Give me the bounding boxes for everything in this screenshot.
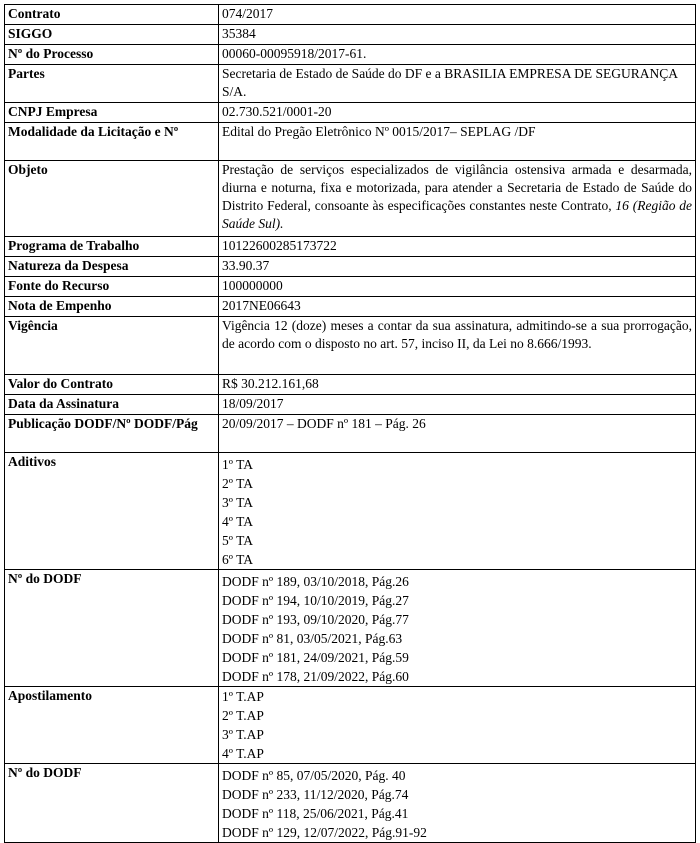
row-programa: [5, 237, 696, 257]
row-vigencia: [5, 317, 696, 375]
list-item: DODF nº 194, 10/10/2019, Pág.27: [222, 593, 409, 608]
value-publicacao: 20/09/2017 – DODF nº 181 – Pág. 26: [219, 415, 696, 453]
list-item: 1º T.AP: [222, 689, 264, 704]
list-item: 5º TA: [222, 533, 253, 548]
value-siggo: 35384: [219, 25, 696, 45]
value-programa: 10122600285173722: [219, 237, 696, 257]
value-aditivos: [219, 453, 696, 570]
list-item: DODF nº 81, 03/05/2021, Pág.63: [222, 631, 403, 646]
list-item: 6º TA: [222, 552, 253, 567]
row-valor: [5, 375, 696, 395]
value-dodf-apostilamento: [219, 764, 696, 843]
row-dodf-apostilamento: [5, 764, 696, 843]
label-objeto: Objeto: [5, 161, 219, 237]
list-item: DODF nº 85, 07/05/2020, Pág. 40: [222, 768, 406, 783]
label-aditivos: Aditivos: [5, 453, 219, 570]
row-aditivos: [5, 453, 696, 570]
value-processo: 00060-00095918/2017-61.: [219, 45, 696, 65]
label-apostilamento: Apostilamento: [5, 687, 219, 764]
label-vigencia: Vigência: [5, 317, 219, 375]
list-item: DODF nº 193, 09/10/2020, Pág.77: [222, 612, 409, 627]
value-modalidade: Edital do Pregão Eletrônico Nº 0015/2017– SEPLAG /DF: [219, 123, 696, 161]
row-objeto: [5, 161, 696, 237]
list-item: DODF nº 129, 12/07/2022, Pág.91-92: [222, 825, 427, 840]
list-item: DODF nº 233, 11/12/2020, Pág.74: [222, 787, 409, 802]
label-contrato: Contrato: [5, 5, 219, 25]
label-programa: Programa de Trabalho: [5, 237, 219, 257]
value-cnpj: 02.730.521/0001-20: [219, 103, 696, 123]
value-empenho: 2017NE06643: [219, 297, 696, 317]
row-modalidade: [5, 123, 696, 161]
objeto-text: Prestação de serviços especializados de vigilância ostensiva armada e desarmada, diurna e noturna, fixa e motorizada, para atender a Secretaria de Estado de Saúde do Distrito Federal, consoante às especificações constantes neste Contrato,: [222, 162, 692, 213]
value-apostilamento: [219, 687, 696, 764]
list-item: 4º TA: [222, 514, 253, 529]
value-natureza: 33.90.37: [219, 257, 696, 277]
label-siggo: SIGGO: [5, 25, 219, 45]
row-processo: [5, 45, 696, 65]
list-item: DODF nº 178, 21/09/2022, Pág.60: [222, 669, 409, 684]
list-item: 2º TA: [222, 476, 253, 491]
list-item: 4º T.AP: [222, 746, 264, 761]
label-empenho: Nota de Empenho: [5, 297, 219, 317]
label-natureza: Natureza da Despesa: [5, 257, 219, 277]
value-objeto: [219, 161, 696, 237]
value-fonte: 100000000: [219, 277, 696, 297]
value-data-assinatura: 18/09/2017: [219, 395, 696, 415]
label-cnpj: CNPJ Empresa: [5, 103, 219, 123]
label-modalidade: Modalidade da Licitação e Nº: [5, 123, 219, 161]
value-dodf-aditivos: [219, 570, 696, 687]
label-publicacao: Publicação DODF/Nº DODF/Pág: [5, 415, 219, 453]
row-empenho: [5, 297, 696, 317]
row-apostilamento: [5, 687, 696, 764]
contract-summary-table: [4, 4, 696, 843]
list-item: DODF nº 118, 25/06/2021, Pág.41: [222, 806, 409, 821]
list-item: 1º TA: [222, 457, 253, 472]
list-item: DODF nº 189, 03/10/2018, Pág.26: [222, 574, 409, 589]
row-data-assinatura: [5, 395, 696, 415]
objeto-region: 16 (Região de Saúde Sul).: [222, 198, 693, 231]
value-contrato: 074/2017: [219, 5, 696, 25]
label-data-assinatura: Data da Assinatura: [5, 395, 219, 415]
row-fonte: [5, 277, 696, 297]
list-item: 2º T.AP: [222, 708, 264, 723]
row-natureza: [5, 257, 696, 277]
list-item: 3º TA: [222, 495, 253, 510]
row-dodf-aditivos: [5, 570, 696, 687]
row-publicacao: [5, 415, 696, 453]
list-item: DODF nº 181, 24/09/2021, Pág.59: [222, 650, 409, 665]
row-siggo: [5, 25, 696, 45]
value-vigencia: Vigência 12 (doze) meses a contar da sua assinatura, admitindo-se a sua prorrogação, de acordo com o disposto no art. 57, inciso II, da Lei no 8.666/1993.: [219, 317, 696, 375]
label-dodf-aditivos: Nº do DODF: [5, 570, 219, 687]
label-partes: Partes: [5, 65, 219, 103]
row-contrato: [5, 5, 696, 25]
row-cnpj: [5, 103, 696, 123]
label-valor: Valor do Contrato: [5, 375, 219, 395]
label-fonte: Fonte do Recurso: [5, 277, 219, 297]
row-partes: [5, 65, 696, 103]
label-dodf-apostilamento: Nº do DODF: [5, 764, 219, 843]
list-item: 3º T.AP: [222, 727, 264, 742]
label-processo: Nº do Processo: [5, 45, 219, 65]
value-partes: Secretaria de Estado de Saúde do DF e a BRASILIA EMPRESA DE SEGURANÇA S/A.: [219, 65, 696, 103]
value-valor: R$ 30.212.161,68: [219, 375, 696, 395]
